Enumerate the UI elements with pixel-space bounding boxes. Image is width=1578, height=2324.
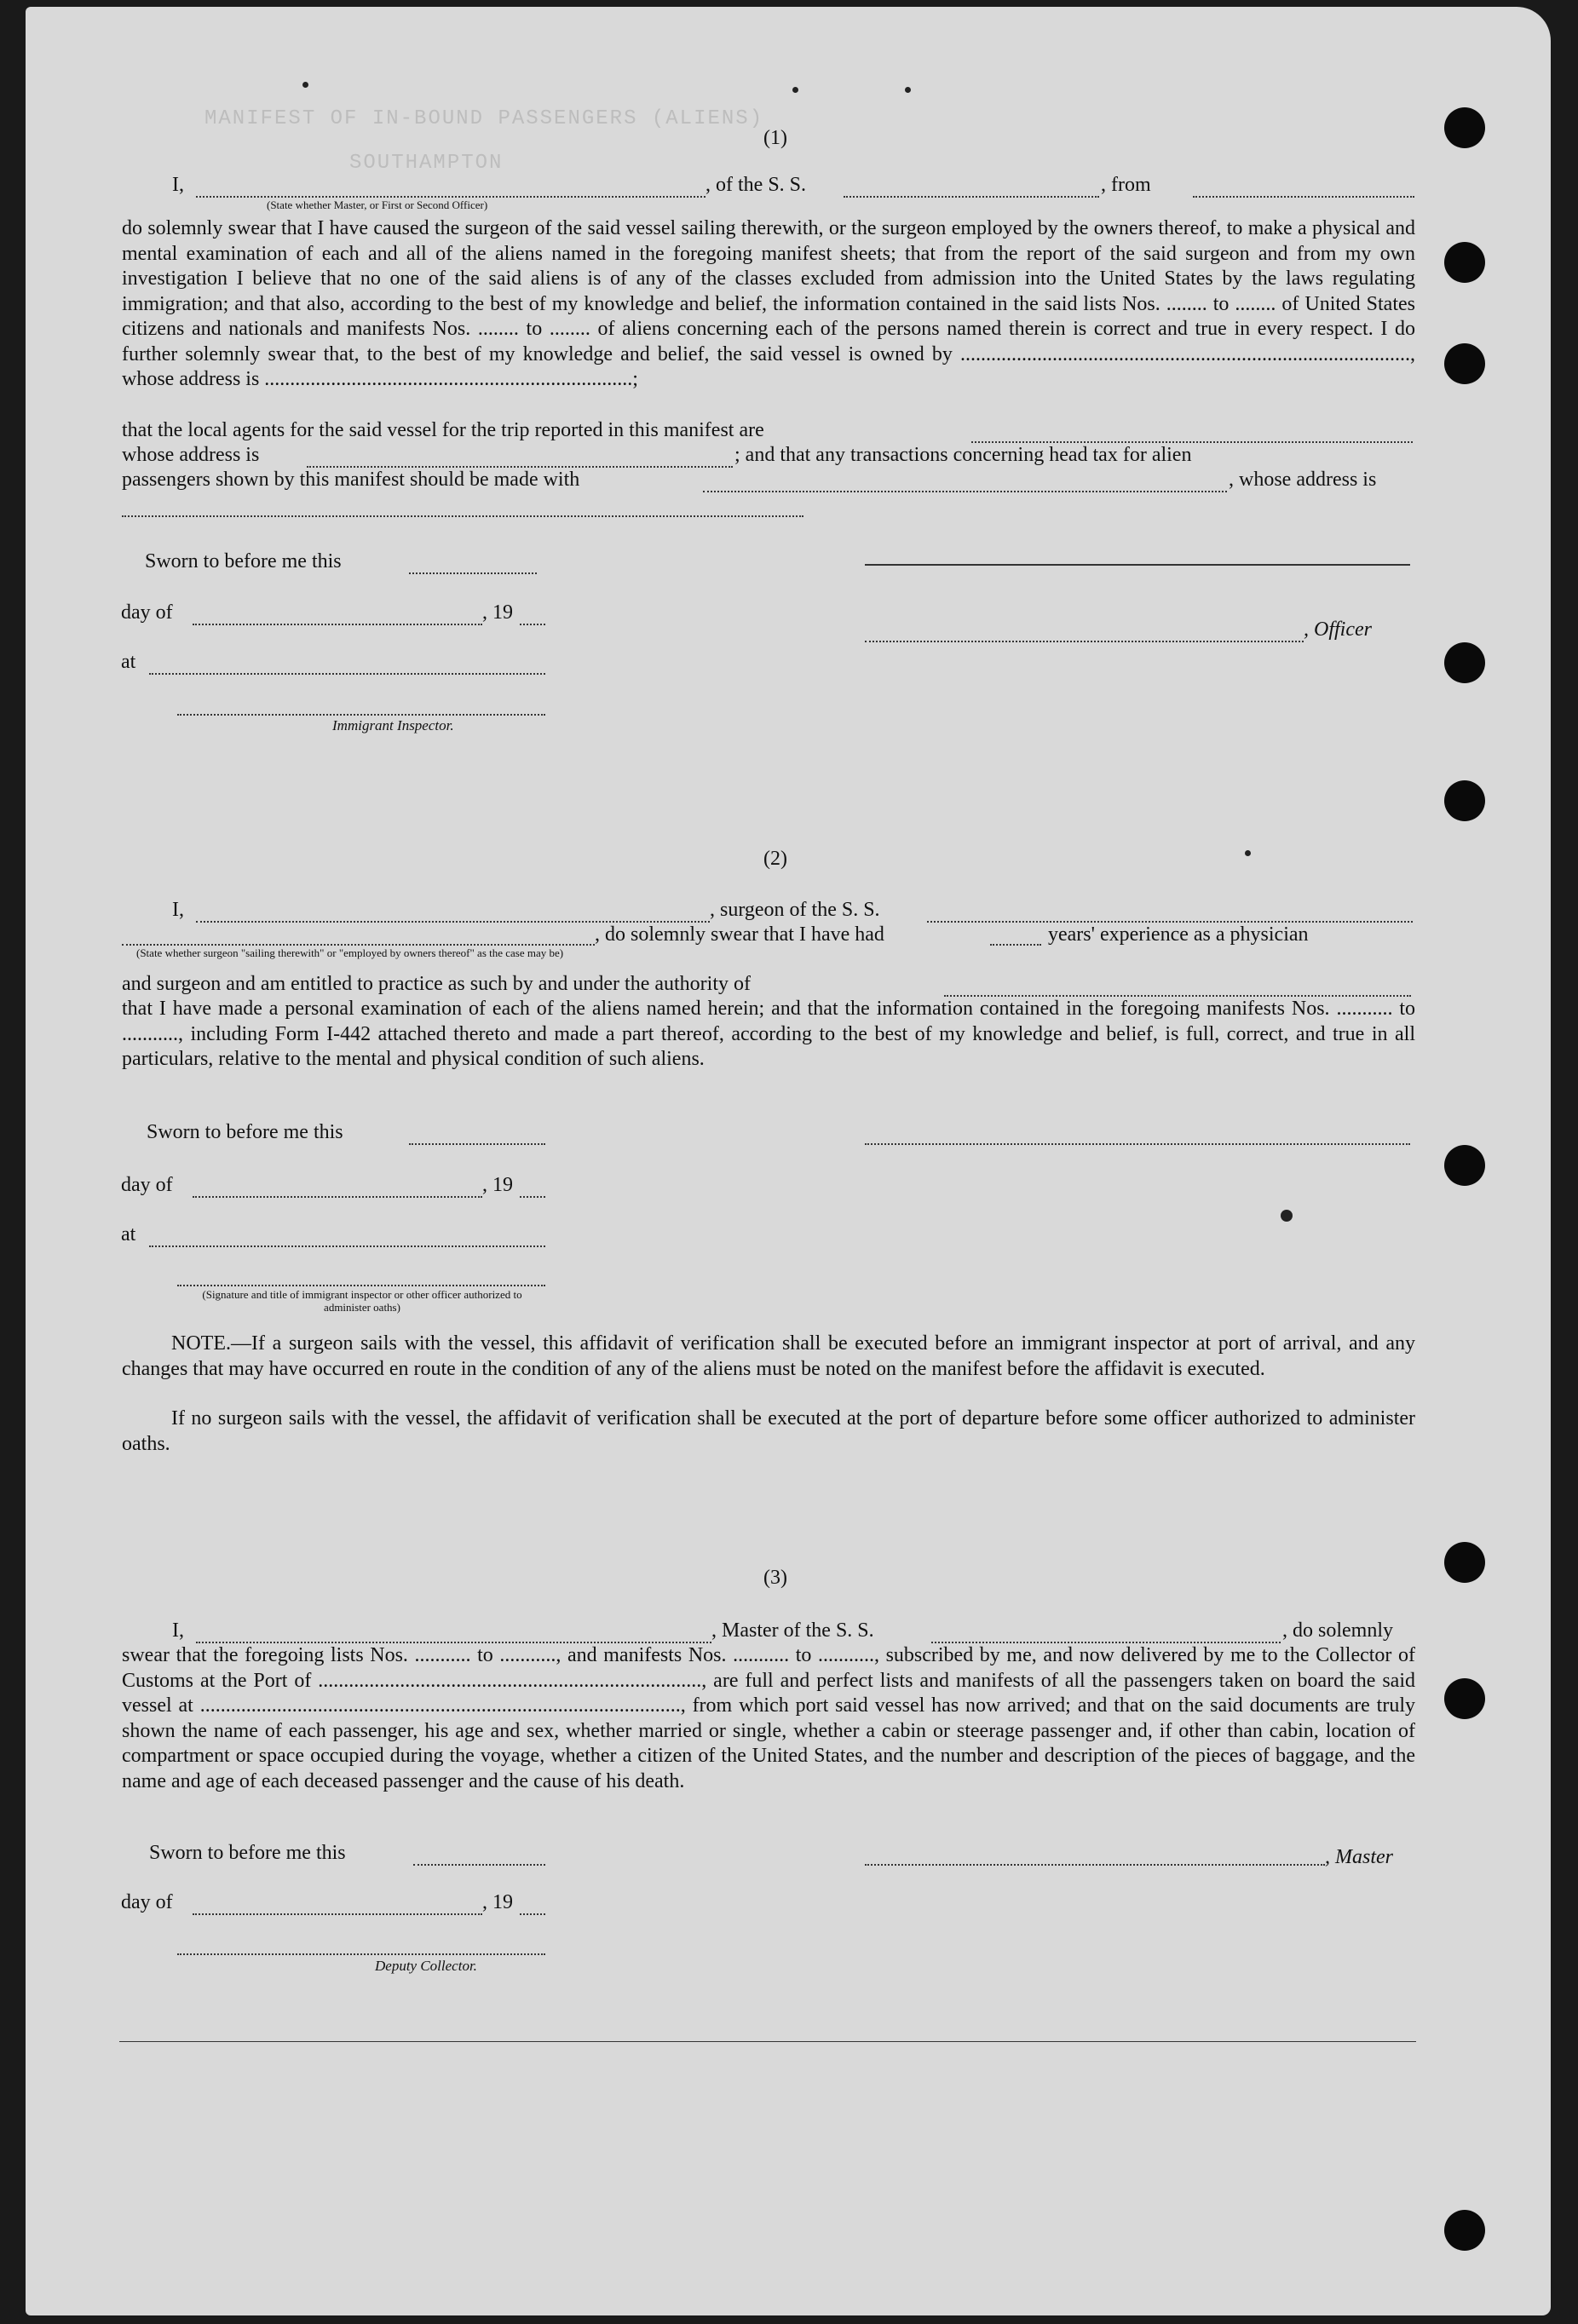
s1-i-label: I, xyxy=(172,174,184,196)
punch-hole xyxy=(1444,1145,1485,1186)
section-3-number: (3) xyxy=(763,1567,787,1589)
s3-year-label: , 19 xyxy=(482,1891,513,1913)
s1-year-label: , 19 xyxy=(482,601,513,624)
s2-note-2: If no surgeon sails with the vessel, the affidavit of verification shall be executed at the port of departure before some officer authorized to administer oaths. xyxy=(122,1407,1415,1455)
s1-inspector-signature-field[interactable] xyxy=(177,714,545,716)
punch-hole xyxy=(1444,1678,1485,1719)
s3-sworn-date-field[interactable] xyxy=(413,1864,545,1866)
punch-hole xyxy=(1444,343,1485,384)
s3-oath-body: swear that the foregoing lists Nos. ........... to ..........., and manifests Nos. ........... to ..........., subscribed by me, and now delivered by me to the Collector of Customs at the Port of ..........................................................................., are full and perfect lists and manifests of all the passengers taken on board the said vessel at .............................................................................................., from which port said vessel has now arrived; and that on the said documents are truly shown the name of each passenger, his age and sex, whether married or single, whether a cabin or steerage passenger and, if other than cabin, location of compartment or space occupied during the voyage, whether a citizen of the United States, and the number and description of the pieces of baggage, and the name and age of each deceased passenger and the cause of his death. xyxy=(122,1644,1415,1792)
s1-payee-address-label: , whose address is xyxy=(1229,469,1377,491)
s1-oath-body: do solemnly swear that I have caused the surgeon of the said vessel sailing therewith, or the surgeon employed by the owners thereof, to make a physical and mental examination of each and all of the aliens named in the foregoing manifest sheets; that from the report of the said surgeon and from my own investigation I believe that no one of the said aliens is of any of the classes excluded from admission into the United States by the laws regulating immigration; and that also, according to the best of my knowledge and belief, the information contained in the said lists Nos. ........ to ........ of United States citizens and nationals and manifests Nos. ........ to ........ of aliens concerning each of the persons named therein is correct and true in every respect. I do further solemnly swear that, to the best of my knowledge and belief, the said vessel is owned by ........................................................................................, whose address is ........................................................................; xyxy=(122,217,1415,390)
s1-payee-address-field[interactable] xyxy=(122,515,803,517)
s2-at-label: at xyxy=(121,1223,136,1245)
s3-deputy-label: Deputy Collector. xyxy=(375,1958,477,1974)
s1-officer-name-field[interactable] xyxy=(865,641,1304,642)
s3-master-label: , Master of the S. S. xyxy=(711,1619,874,1642)
s1-at-label: at xyxy=(121,651,136,673)
s2-inspector-hint: (Signature and title of immigrant inspector or other officer authorized to administer oaths) xyxy=(202,1288,522,1314)
s1-from-field[interactable] xyxy=(1193,196,1414,198)
s2-oath-body: that I have made a personal examination of each of the aliens named herein; and that the information contained in the foregoing manifests Nos. ........... to ..........., including Form I-442 attached thereto and made a part thereof, according to the best of my knowledge and belief, is full, correct, and true in all particulars, relative to the mental and physical condition of such aliens. xyxy=(122,998,1415,1070)
s1-from-label: , from xyxy=(1101,174,1151,196)
s2-day-of-label: day of xyxy=(121,1174,173,1196)
s2-i-label: I, xyxy=(172,899,184,921)
s1-day-of-field[interactable] xyxy=(193,624,482,625)
s2-day-of-field[interactable] xyxy=(193,1196,482,1198)
punch-hole xyxy=(1444,242,1485,283)
ink-speck xyxy=(792,87,798,93)
s2-authority-label: and surgeon and am entitled to practice as such by and under the authority of xyxy=(122,973,751,995)
s1-agents-label: that the local agents for the said vessel for the trip reported in this manifest are xyxy=(122,419,764,441)
s1-ship-label: , of the S. S. xyxy=(705,174,807,196)
s2-note: NOTE.—If a surgeon sails with the vessel, this affidavit of verification shall be executed before an immigrant inspector at port of arrival, and any changes that may have occurred en route in the condition of any of the aliens must be noted on the manifest before the affidavit is executed. xyxy=(122,1332,1415,1380)
s1-head-tax-label: ; and that any transactions concerning head tax for alien xyxy=(734,444,1192,466)
s2-surgeon-signature-field[interactable] xyxy=(865,1143,1410,1145)
s2-years-label: years' experience as a physician xyxy=(1048,923,1309,946)
s1-sworn-date-field[interactable] xyxy=(409,572,537,574)
s3-master-sign-label: , Master xyxy=(1325,1846,1393,1868)
ink-speck xyxy=(302,82,308,88)
bleed-through-header: MANIFEST OF IN-BOUND PASSENGERS (ALIENS) xyxy=(204,107,764,130)
section-1-number: (1) xyxy=(763,127,787,149)
s1-sworn-label: Sworn to before me this xyxy=(145,550,342,572)
s3-deputy-signature-field[interactable] xyxy=(177,1953,545,1955)
s2-year-field[interactable] xyxy=(520,1196,545,1198)
s3-day-of-label: day of xyxy=(121,1891,173,1913)
s3-i-label: I, xyxy=(172,1619,184,1642)
document-page xyxy=(26,7,1551,2315)
s1-whose-address-label: whose address is xyxy=(122,444,260,466)
ink-speck xyxy=(1281,1210,1293,1222)
s2-sworn-date-field[interactable] xyxy=(409,1143,545,1145)
ink-speck xyxy=(1245,850,1251,856)
s2-surgeon-label: , surgeon of the S. S. xyxy=(710,899,880,921)
s1-officer-rank-hint: (State whether Master, or First or Second Officer) xyxy=(267,198,488,211)
s1-ship-name-field[interactable] xyxy=(844,196,1099,198)
punch-hole xyxy=(1444,2210,1485,2251)
punch-hole xyxy=(1444,642,1485,683)
s1-year-field[interactable] xyxy=(520,624,545,625)
s2-surgeon-type-field[interactable] xyxy=(122,944,595,946)
bleed-through-port: SOUTHAMPTON xyxy=(349,152,504,175)
s1-head-tax-payee-field[interactable] xyxy=(703,491,1227,492)
s2-inspector-signature-field[interactable] xyxy=(177,1285,545,1286)
s1-officer-label: , Officer xyxy=(1304,618,1372,641)
s1-officer-rank-field[interactable] xyxy=(196,196,705,198)
s2-swear-label: , do solemnly swear that I have had xyxy=(595,923,884,946)
ink-speck xyxy=(905,87,911,93)
s1-day-of-label: day of xyxy=(121,601,173,624)
s1-passengers-label: passengers shown by this manifest should be made with xyxy=(122,469,580,491)
s3-year-field[interactable] xyxy=(520,1913,545,1915)
s2-surgeon-type-hint: (State whether surgeon "sailing therewith" or "employed by owners thereof" as the case may be) xyxy=(136,946,564,959)
s2-sworn-label: Sworn to before me this xyxy=(147,1121,343,1143)
punch-hole xyxy=(1444,780,1485,821)
bottom-rule xyxy=(119,2041,1416,2042)
s2-year-label: , 19 xyxy=(482,1174,513,1196)
s1-at-field[interactable] xyxy=(149,673,545,675)
s1-inspector-label: Immigrant Inspector. xyxy=(332,717,454,733)
s3-solemnly-label: , do solemnly xyxy=(1282,1619,1393,1642)
punch-hole xyxy=(1444,1542,1485,1583)
s2-years-field[interactable] xyxy=(990,944,1041,946)
section-2-number: (2) xyxy=(763,848,787,870)
s3-day-of-field[interactable] xyxy=(193,1913,482,1915)
s3-sworn-label: Sworn to before me this xyxy=(149,1842,346,1864)
s1-officer-signature-line[interactable] xyxy=(865,564,1410,566)
s2-at-field[interactable] xyxy=(149,1245,545,1247)
s3-master-signature-field[interactable] xyxy=(865,1864,1325,1866)
punch-hole xyxy=(1444,107,1485,148)
